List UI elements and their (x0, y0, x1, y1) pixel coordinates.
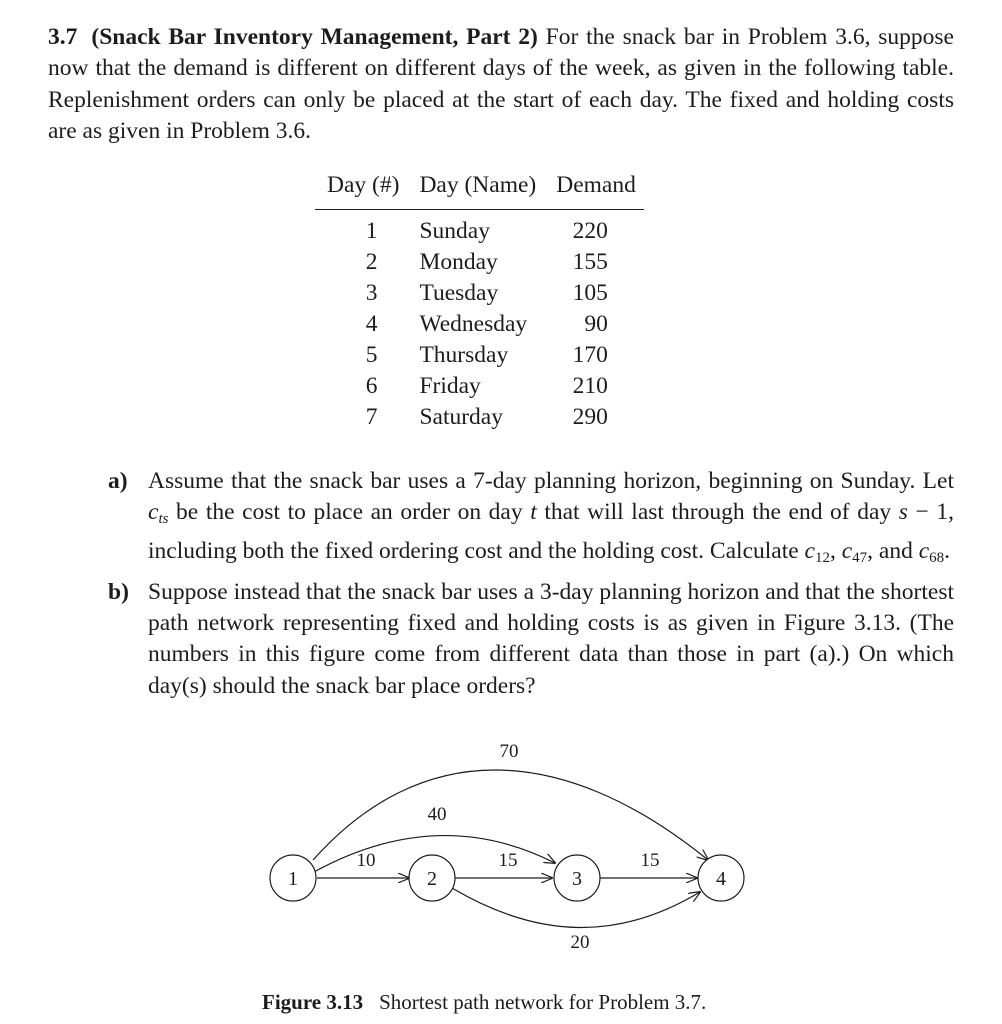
day-number: 2 (365, 249, 378, 275)
problem-number: 3.7 (48, 24, 78, 50)
demand-table (315, 170, 644, 433)
subscript-47: 47 (852, 549, 868, 566)
node-1-label: 1 (288, 868, 298, 890)
subscript-ts: ts (158, 511, 169, 528)
day-number: 3 (365, 280, 378, 306)
sub-questions (108, 466, 954, 702)
subscript-68: 68 (929, 549, 945, 566)
part-b-text: Suppose instead that the snack bar uses a 3-day planning horizon and that the shortest path network representing fixed and holding costs is as given in Figure 3.13. (The numbers in this figure come from different data than those in part (a).) On which day(s) should the snack bar place orders? (148, 578, 954, 699)
day-number: 7 (365, 404, 378, 430)
var-c: c (148, 499, 159, 526)
day-name: Saturday (419, 404, 503, 430)
part-a-text: , and (867, 537, 919, 564)
table-header-row (315, 170, 644, 210)
demand-value: 290 (572, 404, 608, 430)
day-number: 1 (365, 218, 378, 244)
part-b-marker: b) (108, 578, 129, 605)
day-number: 6 (365, 373, 378, 399)
subscript-12: 12 (814, 549, 830, 566)
table-row (315, 309, 644, 340)
part-a-text: . (944, 537, 951, 564)
demand-value: 155 (572, 249, 608, 275)
table-row (315, 278, 644, 309)
part-a-marker: a) (108, 468, 128, 494)
var-c: c (804, 537, 815, 564)
problem-title: (Snack Bar Inventory Management, Part 2) (91, 24, 538, 50)
table-row (315, 371, 644, 402)
table-row (315, 340, 644, 371)
edge-label-1-2: 10 (356, 850, 376, 871)
header-day-name: Day (Name) (407, 170, 544, 210)
part-a-text: that will last through the end of day (536, 499, 899, 526)
table-row (315, 247, 644, 278)
var-c: c (918, 537, 930, 564)
day-name: Thursday (419, 342, 509, 368)
edge-label-2-3: 15 (498, 850, 518, 871)
demand-value: 105 (572, 280, 608, 306)
part-a (108, 466, 954, 574)
figure-caption (262, 990, 706, 1015)
figure-label: Figure 3.13 (262, 990, 364, 1014)
problem-text: For the snack bar in Problem 3.6, suppose now that the demand is different on different days of the week, as given in the following table. Replenishment orders can only be placed at the start of each day. The fixed and holding costs are as given in Problem 3.6. (48, 24, 954, 144)
table-row (315, 210, 644, 248)
var-s: s (898, 499, 908, 526)
day-number: 4 (365, 311, 378, 337)
part-a-text: , (829, 537, 842, 564)
part-a-text: be the cost to place an order on day (168, 499, 531, 526)
part-b (108, 577, 954, 702)
edge-label-1-3: 40 (427, 804, 447, 825)
shortest-path-network (0, 720, 1002, 980)
edge-label-1-4: 70 (499, 741, 519, 762)
var-c: c (841, 537, 853, 564)
demand-value: 170 (572, 342, 608, 368)
day-name: Friday (419, 373, 481, 399)
header-day-number: Day (#) (315, 170, 407, 210)
edge-label-2-4: 20 (570, 932, 590, 953)
demand-value: 90 (584, 311, 608, 337)
demand-value: 220 (572, 218, 608, 244)
edge-label-3-4: 15 (640, 850, 660, 871)
day-name: Tuesday (419, 280, 499, 306)
var-t: t (530, 499, 537, 526)
node-2-label: 2 (427, 868, 437, 890)
part-a-text: Assume that the snack bar uses a 7-day planning horizon, beginning on Sunday. Let (148, 468, 954, 494)
header-demand: Demand (544, 170, 644, 210)
day-name: Wednesday (419, 311, 528, 337)
day-name: Monday (419, 249, 498, 275)
day-name: Sunday (419, 218, 490, 244)
problem-statement (48, 22, 954, 147)
node-4-label: 4 (716, 868, 726, 890)
day-number: 5 (365, 342, 378, 368)
node-3-label: 3 (572, 868, 582, 890)
table-row (315, 402, 644, 433)
figure-caption-text: Shortest path network for Problem 3.7. (379, 990, 707, 1014)
demand-value: 210 (572, 373, 608, 399)
part-a-text: − 1, including both the fixed ordering cost and the holding cost. Calculate (148, 499, 954, 564)
